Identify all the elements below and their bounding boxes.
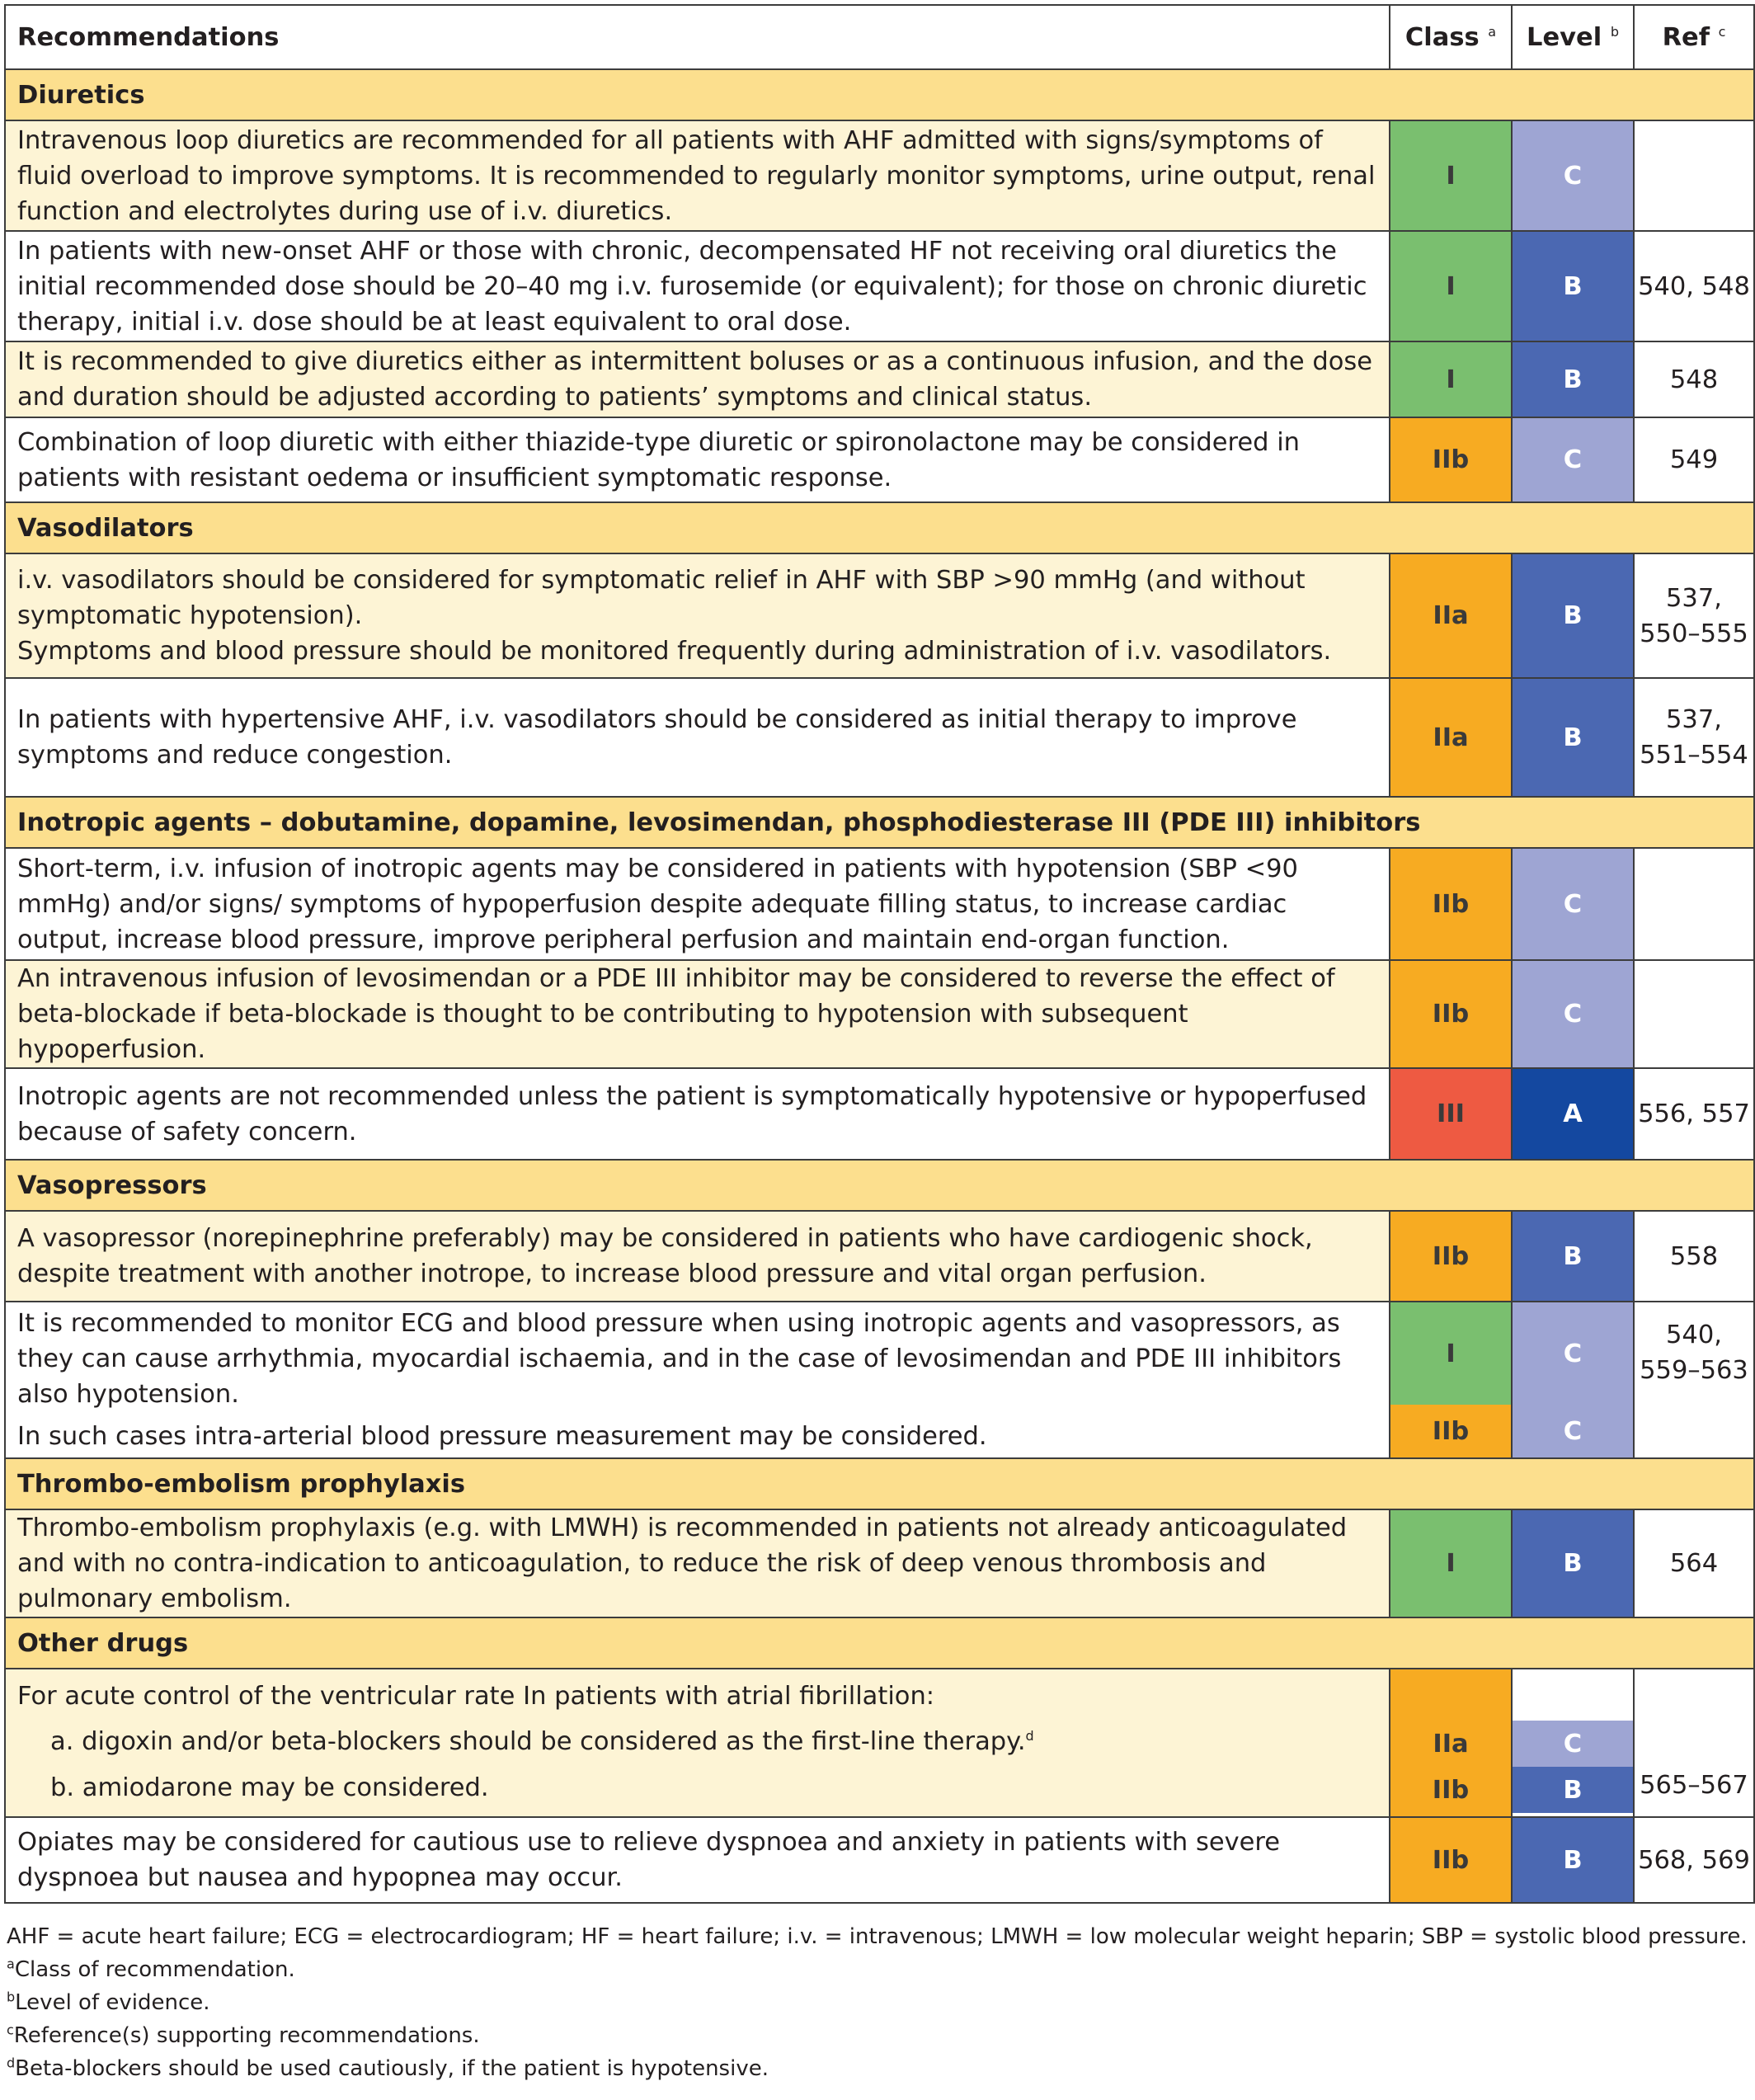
recommendation-line: For acute control of the ventricular rate In patients with atrial fibrillation: xyxy=(17,1682,935,1711)
header-recommendations: Recommendations xyxy=(5,5,1390,69)
section-row-other-drugs xyxy=(5,1617,1754,1669)
recommendation-text xyxy=(5,1669,1390,1817)
level-cell: B xyxy=(1512,1211,1634,1302)
level-cell: B xyxy=(1512,1817,1634,1903)
level-cell: B xyxy=(1512,678,1634,797)
recommendation-text: Short-term, i.v. infusion of inotropic agents may be considered in patients with hypotension (SBP <90 mmHg) and/or signs/ symptoms of hypoperfusion despite adequate filling status, to increase cardiac output, increase blood pressure, improve peripheral perfusion and maintain end-organ function. xyxy=(5,848,1390,960)
ref-cell: 564 xyxy=(1634,1509,1754,1617)
table-row xyxy=(5,1302,1754,1458)
footnote-c: $^c$Reference(s) supporting recommendations. xyxy=(7,2022,480,2048)
class-cell: I xyxy=(1390,1509,1512,1617)
ref-line: 537, xyxy=(1666,583,1722,613)
table-row xyxy=(5,120,1754,231)
class-cell: IIa xyxy=(1390,553,1512,678)
ref-cell xyxy=(1634,553,1754,678)
table-row xyxy=(5,1817,1754,1903)
recommendation-line: It is recommended to monitor ECG and blood pressure when using inotropic agents and vasopressors, as they can cause arrhythmia, myocardial ischaemia, and in the case of levosimendan and PDE III inhibitors also hypotension. xyxy=(17,1309,1342,1409)
section-title: Vasopressors xyxy=(5,1160,1754,1211)
class-cell: I xyxy=(1390,341,1512,417)
class-sub-cell: IIa xyxy=(1433,1729,1469,1759)
class-cell xyxy=(1390,1302,1512,1458)
ref-cell xyxy=(1634,960,1754,1068)
class-cell: IIa xyxy=(1390,678,1512,797)
level-cell: C xyxy=(1512,848,1634,960)
class-cell: IIb xyxy=(1390,417,1512,502)
table-row xyxy=(5,1211,1754,1302)
recommendation-line: Symptoms and blood pressure should be monitored frequently during administration of i.v. vasodilators. xyxy=(17,637,1332,666)
level-cell: B xyxy=(1512,553,1634,678)
ref-cell: 558 xyxy=(1634,1211,1754,1302)
recommendation-text xyxy=(5,553,1390,678)
table-row xyxy=(5,417,1754,502)
level-sub-cell: C xyxy=(1513,1405,1633,1457)
section-title: Thrombo-embolism prophylaxis xyxy=(5,1458,1754,1509)
class-cell: III xyxy=(1390,1068,1512,1160)
recommendation-text: Intravenous loop diuretics are recommended for all patients with AHF admitted with signs/symptoms of fluid overload to improve symptoms. It is recommended to regularly monitor symptoms, urine output, renal function and electrolytes during use of i.v. diuretics. xyxy=(5,120,1390,231)
class-sub-cell: IIb xyxy=(1390,1405,1511,1457)
section-row-vasopressors xyxy=(5,1160,1754,1211)
recommendations-table xyxy=(4,4,1755,1904)
ref-line: 551–554 xyxy=(1640,741,1748,770)
header-class: Class $^a$ xyxy=(1390,5,1512,69)
ref-cell xyxy=(1634,848,1754,960)
table-row xyxy=(5,1509,1754,1617)
table-row xyxy=(5,341,1754,417)
section-title: Diuretics xyxy=(5,69,1754,120)
table-row xyxy=(5,553,1754,678)
header-level: Level $^b$ xyxy=(1512,5,1634,69)
ref-cell: 548 xyxy=(1634,341,1754,417)
ref-cell xyxy=(1634,1302,1754,1458)
ref-cell: 568, 569 xyxy=(1634,1817,1754,1903)
ref-cell: 556, 557 xyxy=(1634,1068,1754,1160)
section-row-vasodilators xyxy=(5,502,1754,553)
footnote-a: $^a$Class of recommendation. xyxy=(7,1956,295,1982)
ref-cell xyxy=(1634,678,1754,797)
recommendation-line: In such cases intra-arterial blood pressure measurement may be considered. xyxy=(17,1422,987,1451)
section-title: Vasodilators xyxy=(5,502,1754,553)
recommendation-line: a. digoxin and/or beta-blockers should be considered as the first-line therapy.$^d$ xyxy=(50,1727,1034,1756)
recommendation-text: A vasopressor (norepinephrine preferably) may be considered in patients who have cardiogenic shock, despite treatment with another inotrope, to increase blood pressure and vital organ perfusion. xyxy=(5,1211,1390,1302)
class-sub-cell: IIb xyxy=(1432,1775,1470,1805)
footnotes xyxy=(7,1920,1755,2085)
level-cell: C xyxy=(1512,960,1634,1068)
recommendation-text: Inotropic agents are not recommended unless the patient is symptomatically hypotensive or hypoperfused because of safety concern. xyxy=(5,1068,1390,1160)
ref-cell: 549 xyxy=(1634,417,1754,502)
table-row xyxy=(5,231,1754,341)
ref-line: 550–555 xyxy=(1640,619,1748,648)
ref-cell: 565–567 xyxy=(1634,1669,1754,1817)
level-cell: B xyxy=(1512,341,1634,417)
table-header-row xyxy=(5,5,1754,69)
recommendation-text: It is recommended to give diuretics either as intermittent boluses or as a continuous infusion, and the dose and duration should be adjusted according to patients’ symptoms and clinical status. xyxy=(5,341,1390,417)
ref-line: 559–563 xyxy=(1640,1356,1748,1385)
level-cell xyxy=(1512,1302,1634,1458)
level-cell: C xyxy=(1512,417,1634,502)
table-row xyxy=(5,1068,1754,1160)
section-title: Other drugs xyxy=(5,1617,1754,1669)
recommendation-text: An intravenous infusion of levosimendan or a PDE III inhibitor may be considered to reverse the effect of beta-blockade if beta-blockade is thought to be contributing to hypotension with subsequent hypoperfusion. xyxy=(5,960,1390,1068)
class-cell: I xyxy=(1390,120,1512,231)
footnote-b: $^b$Level of evidence. xyxy=(7,1989,210,2015)
level-cell: C xyxy=(1512,120,1634,231)
ref-cell xyxy=(1634,120,1754,231)
class-cell: IIb xyxy=(1390,1817,1512,1903)
section-row-inotropic xyxy=(5,797,1754,848)
class-cell: IIb xyxy=(1390,1211,1512,1302)
level-sub-cell: C xyxy=(1513,1302,1633,1405)
class-sub-cell: I xyxy=(1390,1302,1511,1405)
level-cell: B xyxy=(1512,1509,1634,1617)
level-sub-cell-empty xyxy=(1513,1673,1633,1721)
recommendation-line: i.v. vasodilators should be considered for symptomatic relief in AHF with SBP >90 mmHg (and without symptomatic hypotension). xyxy=(17,566,1306,630)
class-cell: I xyxy=(1390,231,1512,341)
ref-cell: 540, 548 xyxy=(1634,231,1754,341)
table-row xyxy=(5,678,1754,797)
level-cell: A xyxy=(1512,1068,1634,1160)
recommendation-text: Thrombo-embolism prophylaxis (e.g. with LMWH) is recommended in patients not already anticoagulated and with no contra-indication to anticoagulation, to reduce the risk of deep venous thrombosis and pulmonary embolism. xyxy=(5,1509,1390,1617)
level-cell: B xyxy=(1512,231,1634,341)
class-cell: IIb xyxy=(1390,960,1512,1068)
recommendation-text xyxy=(5,1302,1390,1458)
table-row xyxy=(5,960,1754,1068)
recommendation-text: In patients with new-onset AHF or those with chronic, decompensated HF not receiving oral diuretics the initial recommended dose should be 20–40 mg i.v. furosemide (or equivalent); for those on chronic diuretic therapy, initial i.v. dose should be at least equivalent to oral dose. xyxy=(5,231,1390,341)
section-row-diuretics xyxy=(5,69,1754,120)
class-sub-cell-empty xyxy=(1390,1673,1511,1721)
recommendation-line: b. amiodarone may be considered. xyxy=(50,1773,489,1802)
table-row xyxy=(5,848,1754,960)
section-title: Inotropic agents – dobutamine, dopamine, levosimendan, phosphodiesterase III (PDE III) inhibitors xyxy=(5,797,1754,848)
recommendation-text: Combination of loop diuretic with either thiazide-type diuretic or spironolactone may be considered in patients with resistant oedema or insufficient symptomatic response. xyxy=(5,417,1390,502)
section-row-thrombo xyxy=(5,1458,1754,1509)
footnote-d: $^d$Beta-blockers should be used cautiously, if the patient is hypotensive. xyxy=(7,2055,769,2081)
ref-line: 540, xyxy=(1666,1321,1722,1349)
recommendation-text: In patients with hypertensive AHF, i.v. vasodilators should be considered as initial therapy to improve symptoms and reduce congestion. xyxy=(5,678,1390,797)
abbreviations-footnote: AHF = acute heart failure; ECG = electrocardiogram; HF = heart failure; i.v. = intravenous; LMWH = low molecular weight heparin; SBP = systolic blood pressure. xyxy=(7,1924,1748,1949)
level-cell xyxy=(1512,1669,1634,1817)
header-ref: Ref $^c$ xyxy=(1634,5,1754,69)
table-row xyxy=(5,1669,1754,1817)
class-cell xyxy=(1390,1669,1512,1817)
ref-line: 537, xyxy=(1666,705,1722,734)
class-cell: IIb xyxy=(1390,848,1512,960)
level-sub-cell: B xyxy=(1513,1767,1633,1813)
level-sub-cell: C xyxy=(1513,1721,1633,1767)
recommendation-text: Opiates may be considered for cautious use to relieve dyspnoea and anxiety in patients with severe dyspnoea but nausea and hypopnea may occur. xyxy=(5,1817,1390,1903)
